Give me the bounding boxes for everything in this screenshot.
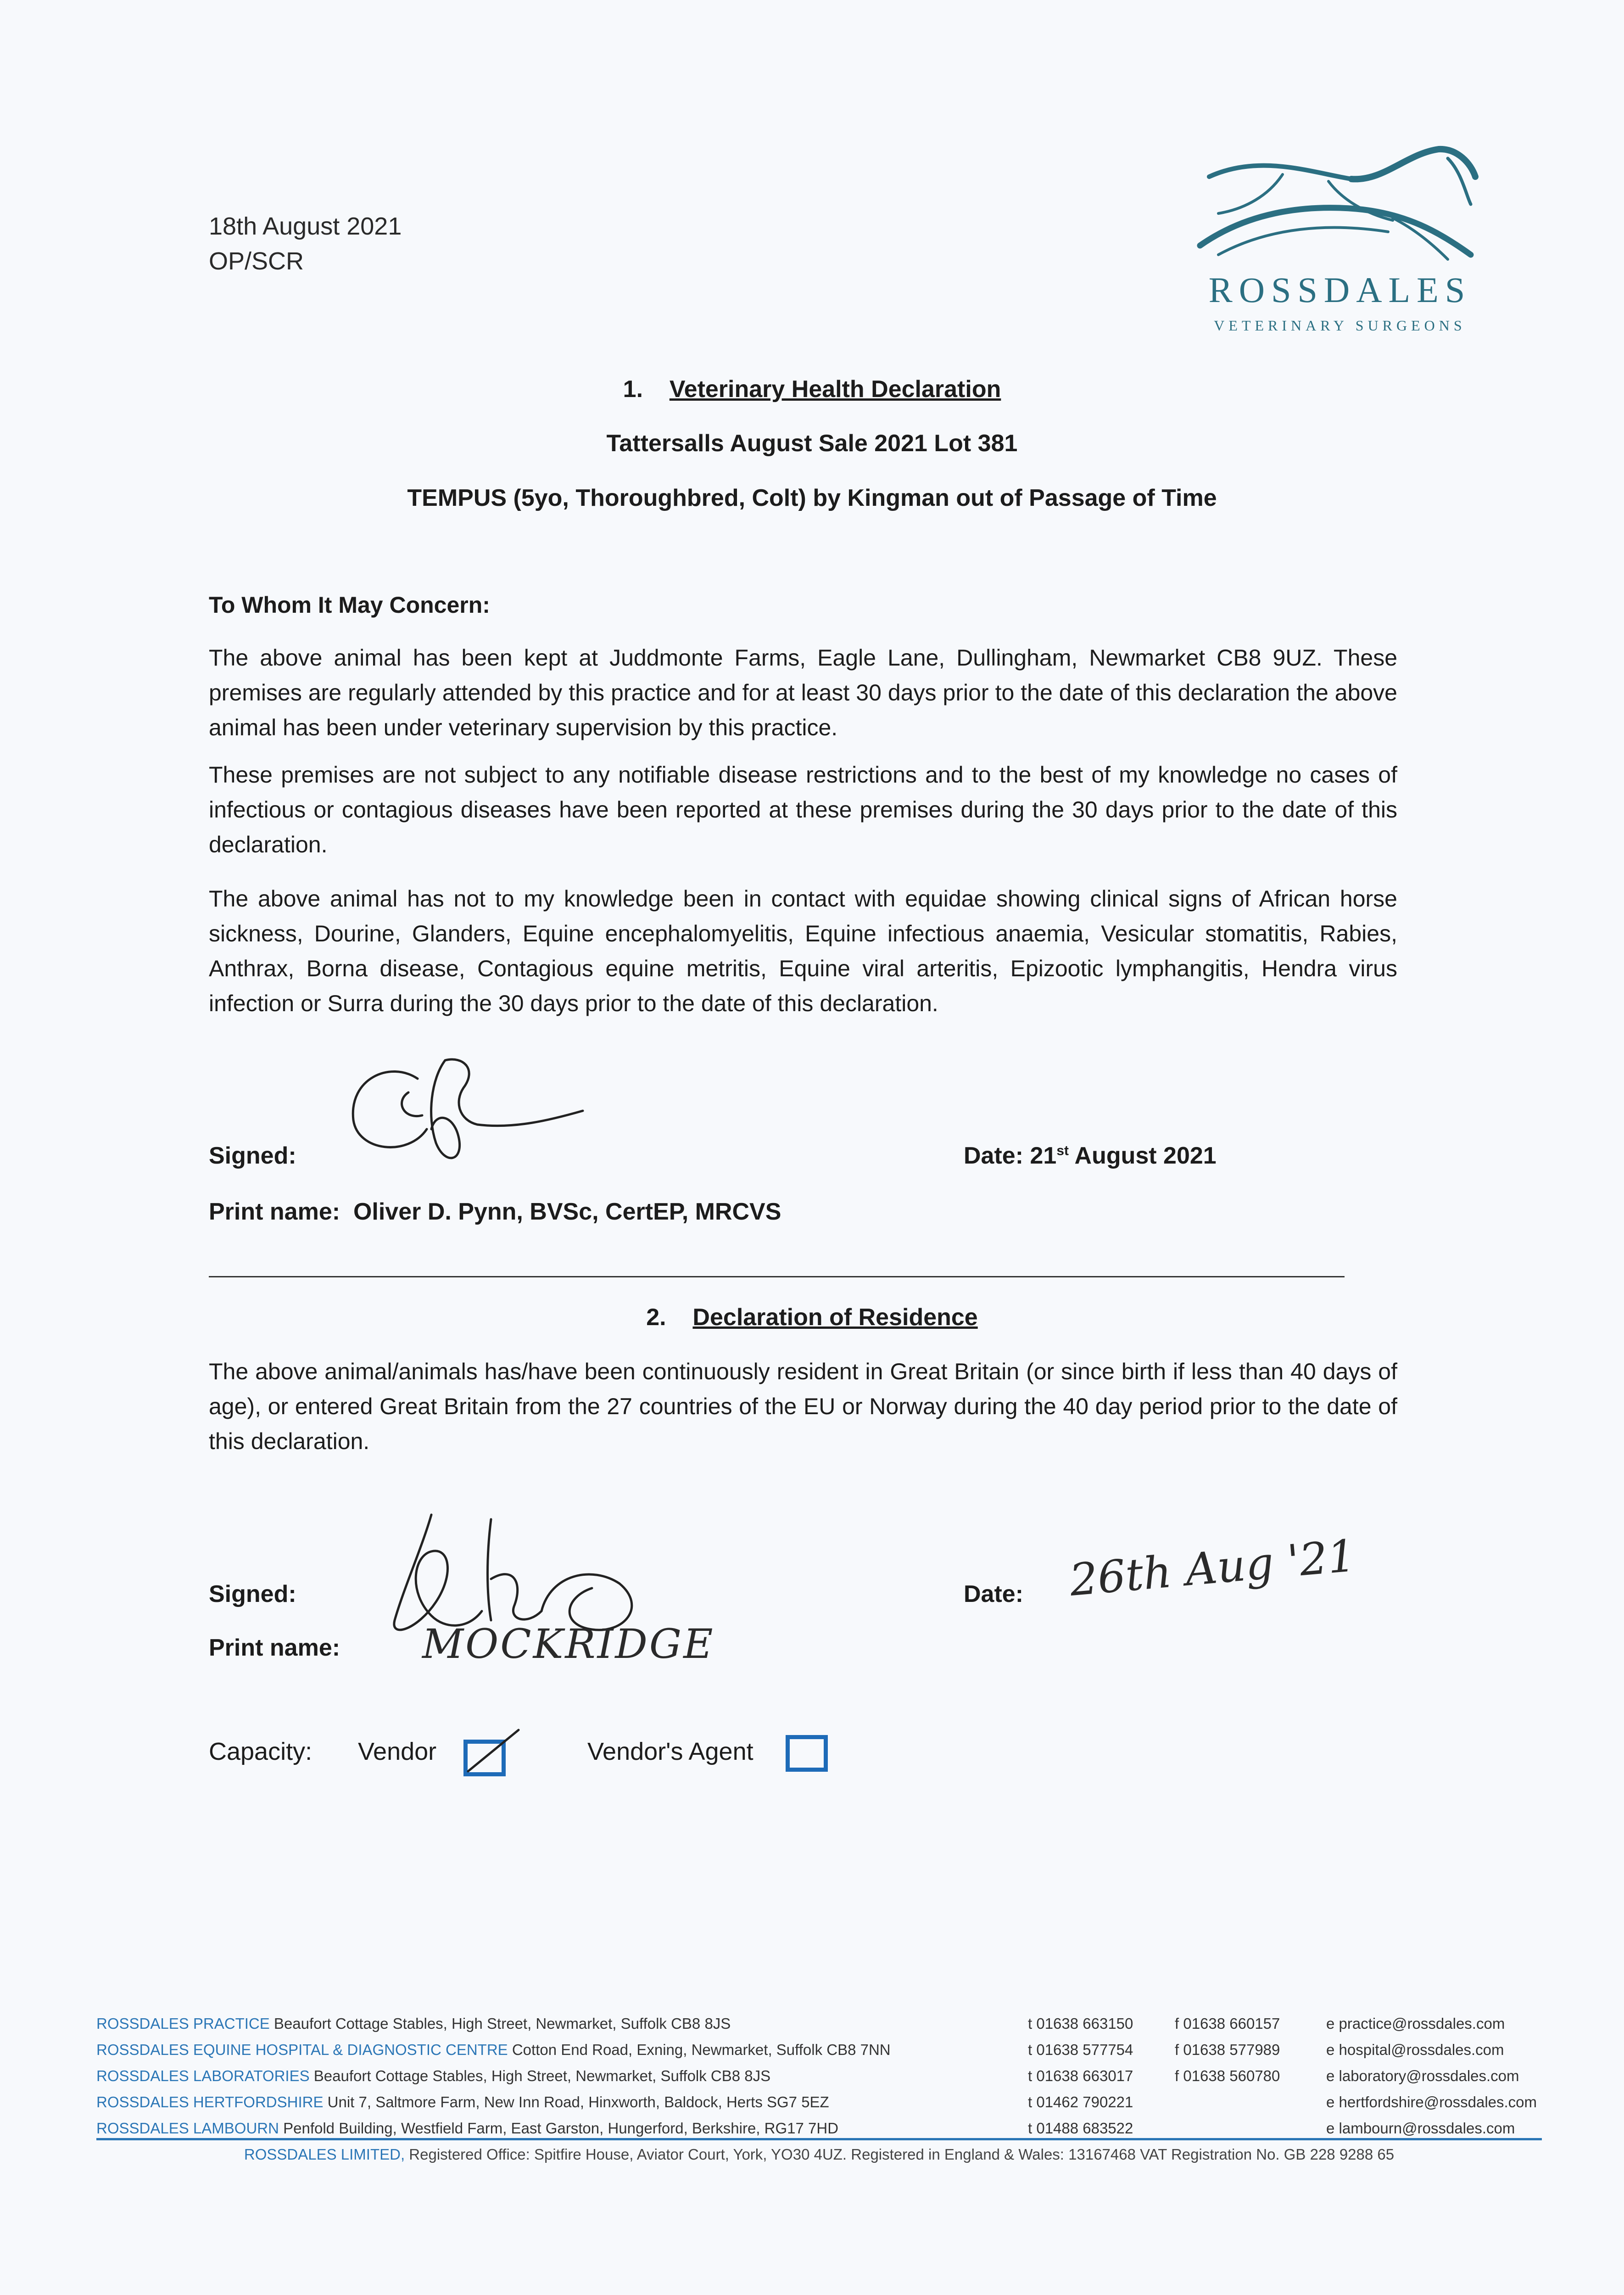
footer-phone: t 01638 577754 <box>1028 2041 1133 2058</box>
section1-date-suffix: st <box>1056 1143 1069 1159</box>
section1-paragraph-3: The above animal has not to my knowledge been in contact with equidae showing clinical signs of African horse sickness, Dourine, Glanders, Equine encephalomyelitis, Equine infectious anaemia, Vesicular stomatitis, Rabies, Anthrax, Borna disease, Contagious equine metritis, Equine viral arteritis, Epizootic lymphangitis, Hendra virus infection or Surra during the 30 days prior to the date of this declaration. <box>209 886 1397 1016</box>
vendor-label: Vendor <box>358 1738 437 1765</box>
vendors-agent-label: Vendor's Agent <box>587 1738 753 1765</box>
footer-office-name: ROSSDALES LABORATORIES <box>96 2067 310 2084</box>
letter-reference <box>209 209 402 279</box>
vendors-agent-checkbox[interactable] <box>786 1735 828 1772</box>
section2-date-label: Date: <box>964 1581 1024 1607</box>
section1-print-name <box>209 1198 781 1226</box>
footer-row <box>96 2115 1542 2141</box>
section1-date-rest: August 2021 <box>1069 1142 1217 1169</box>
footer-fax: f 01638 577989 <box>1175 2041 1280 2058</box>
letter-date: 18th August 2021 <box>209 213 402 240</box>
section2-paragraph: The above animal/animals has/have been continuously resident in Great Britain (or since birth if less than 40 days of age), or entered Great Britain from the 27 countries of the EU or Norway during the 40 day period prior to the date of this declaration. <box>209 1359 1397 1454</box>
section2-date-handwritten: 26th Aug '21 <box>1067 1529 1358 1606</box>
footer-office-address: Beaufort Cottage Stables, High Street, Newmarket, Suffolk CB8 8JS <box>309 2067 771 2084</box>
horse-logo-icon <box>1191 145 1489 264</box>
footer-office-address: Penfold Building, Westfield Farm, East Garston, Hungerford, Berkshire, RG17 7HD <box>279 2120 839 2137</box>
footer-fax <box>1175 2115 1326 2141</box>
footer-row <box>96 2063 1542 2089</box>
section1-number: 1. <box>623 376 643 403</box>
section2-print-label: Print name: <box>209 1634 340 1661</box>
brand-subtitle: VETERINARY SURGEONS <box>1214 317 1466 334</box>
footer-email[interactable]: e laboratory@rossdales.com <box>1326 2067 1519 2084</box>
section1-date <box>964 1142 1217 1170</box>
animal-description: TEMPUS (5yo, Thoroughbred, Colt) by Kingman out of Passage of Time <box>407 485 1217 511</box>
footer-row <box>96 2037 1542 2063</box>
limited-name: ROSSDALES LIMITED, <box>244 2146 405 2163</box>
footer-fax <box>1175 2089 1326 2115</box>
footer-email[interactable]: e lambourn@rossdales.com <box>1326 2120 1515 2137</box>
capacity-row <box>209 1737 312 1766</box>
section1-print-label: Print name: <box>209 1198 340 1225</box>
footer-office-address: Unit 7, Saltmore Farm, New Inn Road, Hinxworth, Baldock, Herts SG7 5EZ <box>323 2093 829 2110</box>
section1-paragraph-2: These premises are not subject to any notifiable disease restrictions and to the best of my knowledge no cases of infectious or contagious diseases have been reported at these premises during the 30 days prior to the date of this declaration. <box>209 762 1397 857</box>
letter-ref-code: OP/SCR <box>209 247 304 275</box>
greeting: To Whom It May Concern: <box>209 592 490 618</box>
brand-name: ROSSDALES <box>1208 270 1472 310</box>
section-divider <box>209 1276 1345 1277</box>
check-mark-icon <box>463 1721 528 1776</box>
section1-title: Veterinary Health Declaration <box>669 376 1001 403</box>
footer-rule <box>96 2138 1542 2140</box>
vendor-checkbox[interactable] <box>463 1740 506 1776</box>
section1-print-value: Oliver D. Pynn, BVSc, CertEP, MRCVS <box>353 1198 781 1225</box>
footer-phone: t 01638 663017 <box>1028 2067 1133 2084</box>
rossdales-logo <box>1191 145 1489 334</box>
footer-contacts <box>96 2010 1542 2141</box>
footer-email[interactable]: e practice@rossdales.com <box>1326 2015 1505 2032</box>
section1-subtitle: Tattersalls August Sale 2021 Lot 381 <box>606 430 1018 457</box>
footer-phone: t 01462 790221 <box>1028 2093 1133 2110</box>
limited-text: Registered Office: Spitfire House, Aviator Court, York, YO30 4UZ. Registered in England & Wales: 13167468 VAT Registration No. GB 228 9288 65 <box>405 2146 1395 2163</box>
footer-row <box>96 2089 1542 2115</box>
footer-phone: t 01638 663150 <box>1028 2015 1133 2032</box>
capacity-label: Capacity: <box>209 1738 313 1765</box>
section2-number: 2. <box>646 1304 666 1331</box>
footer-office-name: ROSSDALES PRACTICE <box>96 2015 270 2032</box>
section1-date-label: Date: 21 <box>964 1142 1057 1169</box>
footer-fax: f 01638 660157 <box>1175 2015 1280 2032</box>
footer-email[interactable]: e hospital@rossdales.com <box>1326 2041 1504 2058</box>
footer-office-address: Beaufort Cottage Stables, High Street, Newmarket, Suffolk CB8 8JS <box>269 2015 731 2032</box>
signature-image <box>340 1051 597 1175</box>
footer-office-name: ROSSDALES HERTFORDSHIRE <box>96 2093 324 2110</box>
footer-phone: t 01488 683522 <box>1028 2120 1133 2137</box>
registered-office-line <box>96 2146 1542 2163</box>
footer-office-address: Cotton End Road, Exning, Newmarket, Suffolk CB8 7NN <box>508 2041 891 2058</box>
section2-signed-label: Signed: <box>209 1581 296 1607</box>
footer-row <box>96 2010 1542 2037</box>
footer-office-name: ROSSDALES EQUINE HOSPITAL & DIAGNOSTIC CENTRE <box>96 2041 508 2058</box>
section2-print-handwritten: MOCKRIDGE <box>422 1620 715 1668</box>
section1-signed-label: Signed: <box>209 1142 296 1169</box>
footer-email[interactable]: e hertfordshire@rossdales.com <box>1326 2093 1537 2110</box>
section2-heading <box>0 1304 1624 1331</box>
footer-fax: f 01638 560780 <box>1175 2067 1280 2084</box>
section1-paragraph-1: The above animal has been kept at Juddmonte Farms, Eagle Lane, Dullingham, Newmarket CB8 9UZ. These premises are regularly attended by this practice and for at least 30 days prior to the date of this declaration the above animal has been under veterinary supervision by this practice. <box>209 645 1397 740</box>
section2-title: Declaration of Residence <box>692 1304 978 1331</box>
section1-heading <box>0 375 1624 403</box>
footer-office-name: ROSSDALES LAMBOURN <box>96 2120 279 2137</box>
